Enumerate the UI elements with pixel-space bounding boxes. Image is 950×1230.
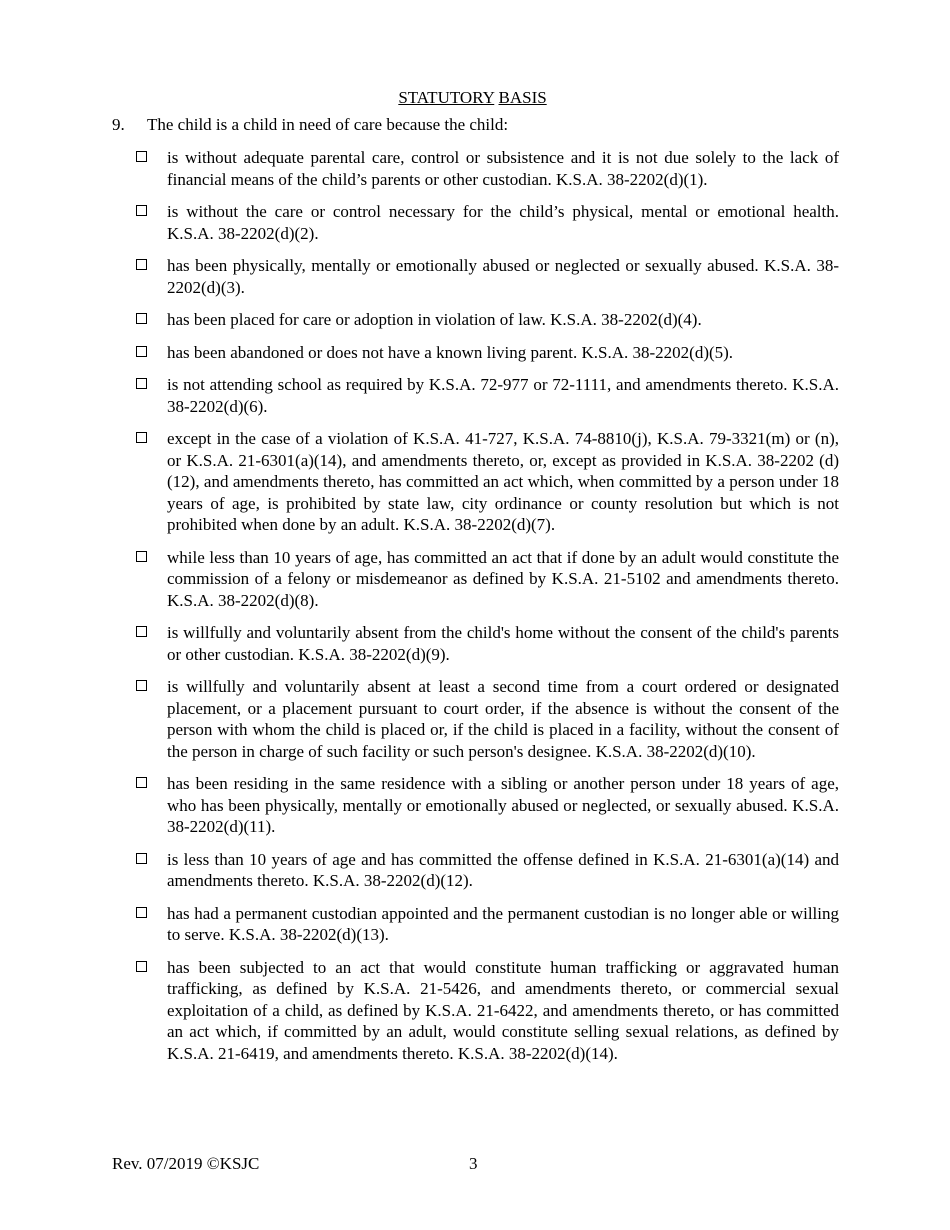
checkbox[interactable] [136,259,147,270]
intro-text: The child is a child in need of care because the child: [147,115,509,134]
list-item [134,547,839,612]
item-text: has had a permanent custodian appointed and the permanent custodian is no longer able or willing to serve. K.S.A. 38-2202(d)(13). [167,903,839,944]
footer-revision: Rev. 07/2019 ©KSJC [112,1154,260,1173]
list-item [134,849,839,892]
footer-page-number: 3 [469,1154,478,1173]
item-text: is not attending school as required by K.S.A. 72-977 or 72-1111, and amendments thereto. K.S.A. 38-2202(d)(6). [167,375,839,416]
checkbox[interactable] [136,151,147,162]
page-title [0,88,945,108]
list-item [134,255,839,298]
title-word-basis: BASIS [498,88,547,107]
paragraph-9-intro [112,115,842,135]
item-text: has been subjected to an act that would constitute human trafficking or aggravated human trafficking, as defined by K.S.A. 21-5426, and amendments thereto, or commercial sexual exploitation of a child, as defined by K.S.A. 21-6422, and amendments thereto, or has committed an act which, if committed by an adult, would constitute selling sexual relations, as defined by K.S.A. 21-6419, and amendments thereto. K.S.A. 38-2202(d)(14). [167,957,839,1063]
item-text: has been physically, mentally or emotionally abused or neglected or sexually abused. K.S.A. 38-2202(d)(3). [167,256,839,297]
checkbox[interactable] [136,551,147,562]
list-item [134,903,839,946]
item-text: has been abandoned or does not have a known living parent. K.S.A. 38-2202(d)(5). [167,342,734,362]
list-item [134,957,839,1065]
list-item [134,676,839,762]
title-word-statutory: STATUTORY [398,88,495,107]
checkbox[interactable] [136,961,147,972]
checkbox[interactable] [136,626,147,637]
checkbox[interactable] [136,853,147,864]
item-text: has been residing in the same residence with a sibling or another person under 18 years of age, who has been physically, mentally or emotionally abused or neglected, or sexually abused. K.S.A. 38-2202(d)(11). [167,774,839,836]
checkbox[interactable] [136,378,147,389]
item-text: is willfully and voluntarily absent at least a second time from a court ordered or designated placement, or a placement pursuant to court order, if the absence is without the consent of the person with whom the child is placed or, if the child is placed in a facility, without the consent of the person in charge of such facility or such person's designee. K.S.A. 38-2202(d)(10). [167,677,839,761]
item-text: is willfully and voluntarily absent from the child's home without the consent of the child's parents or other custodian. K.S.A. 38-2202(d)(9). [167,623,839,664]
item-text: has been placed for care or adoption in violation of law. K.S.A. 38-2202(d)(4). [167,310,702,329]
list-item [134,201,839,244]
list-item [134,342,839,364]
checkbox[interactable] [136,205,147,216]
checkbox[interactable] [136,432,147,443]
list-item [134,147,839,190]
list-item [134,309,839,331]
checkbox[interactable] [136,777,147,788]
list-item [134,374,839,417]
checkbox[interactable] [136,680,147,691]
checkbox[interactable] [136,907,147,918]
list-item [134,428,839,536]
item-text: is less than 10 years of age and has committed the offense defined in K.S.A. 21-6301(a)(14) and amendments thereto. K.S.A. 38-2202(d)(12). [167,849,839,890]
list-item [134,773,839,838]
item-text: except in the case of a violation of K.S.A. 41-727, K.S.A. 74-8810(j), K.S.A. 79-3321(m) or (n), or K.S.A. 21-6301(a)(14), and amendments thereto, or, except as provided in K.S.A. 38-2202 (d)(12), and amendments thereto, has committed an act which, when committed by a person under 18 years of age, is prohibited by state law, city ordinance or county resolution but which is not prohibited when done by an adult. K.S.A. 38-2202(d)(7). [167,429,839,534]
checkbox[interactable] [136,346,147,357]
checkbox-list [134,147,839,1075]
item-text: is without the care or control necessary for the child’s physical, mental or emotional health. K.S.A. 38-2202(d)(2). [167,202,839,243]
checkbox[interactable] [136,313,147,324]
item-text: while less than 10 years of age, has committed an act that if done by an adult would constitute the commission of a felony or misdemeanor as defined by K.S.A. 21-5102 and amendments thereto. K.S.A. 38-2202(d)(8). [167,547,839,610]
paragraph-number: 9. [112,115,125,134]
item-text: is without adequate parental care, control or subsistence and it is not due solely to the lack of financial means of the child’s parents or other custodian. K.S.A. 38-2202(d)(1). [167,148,839,189]
list-item [134,622,839,665]
